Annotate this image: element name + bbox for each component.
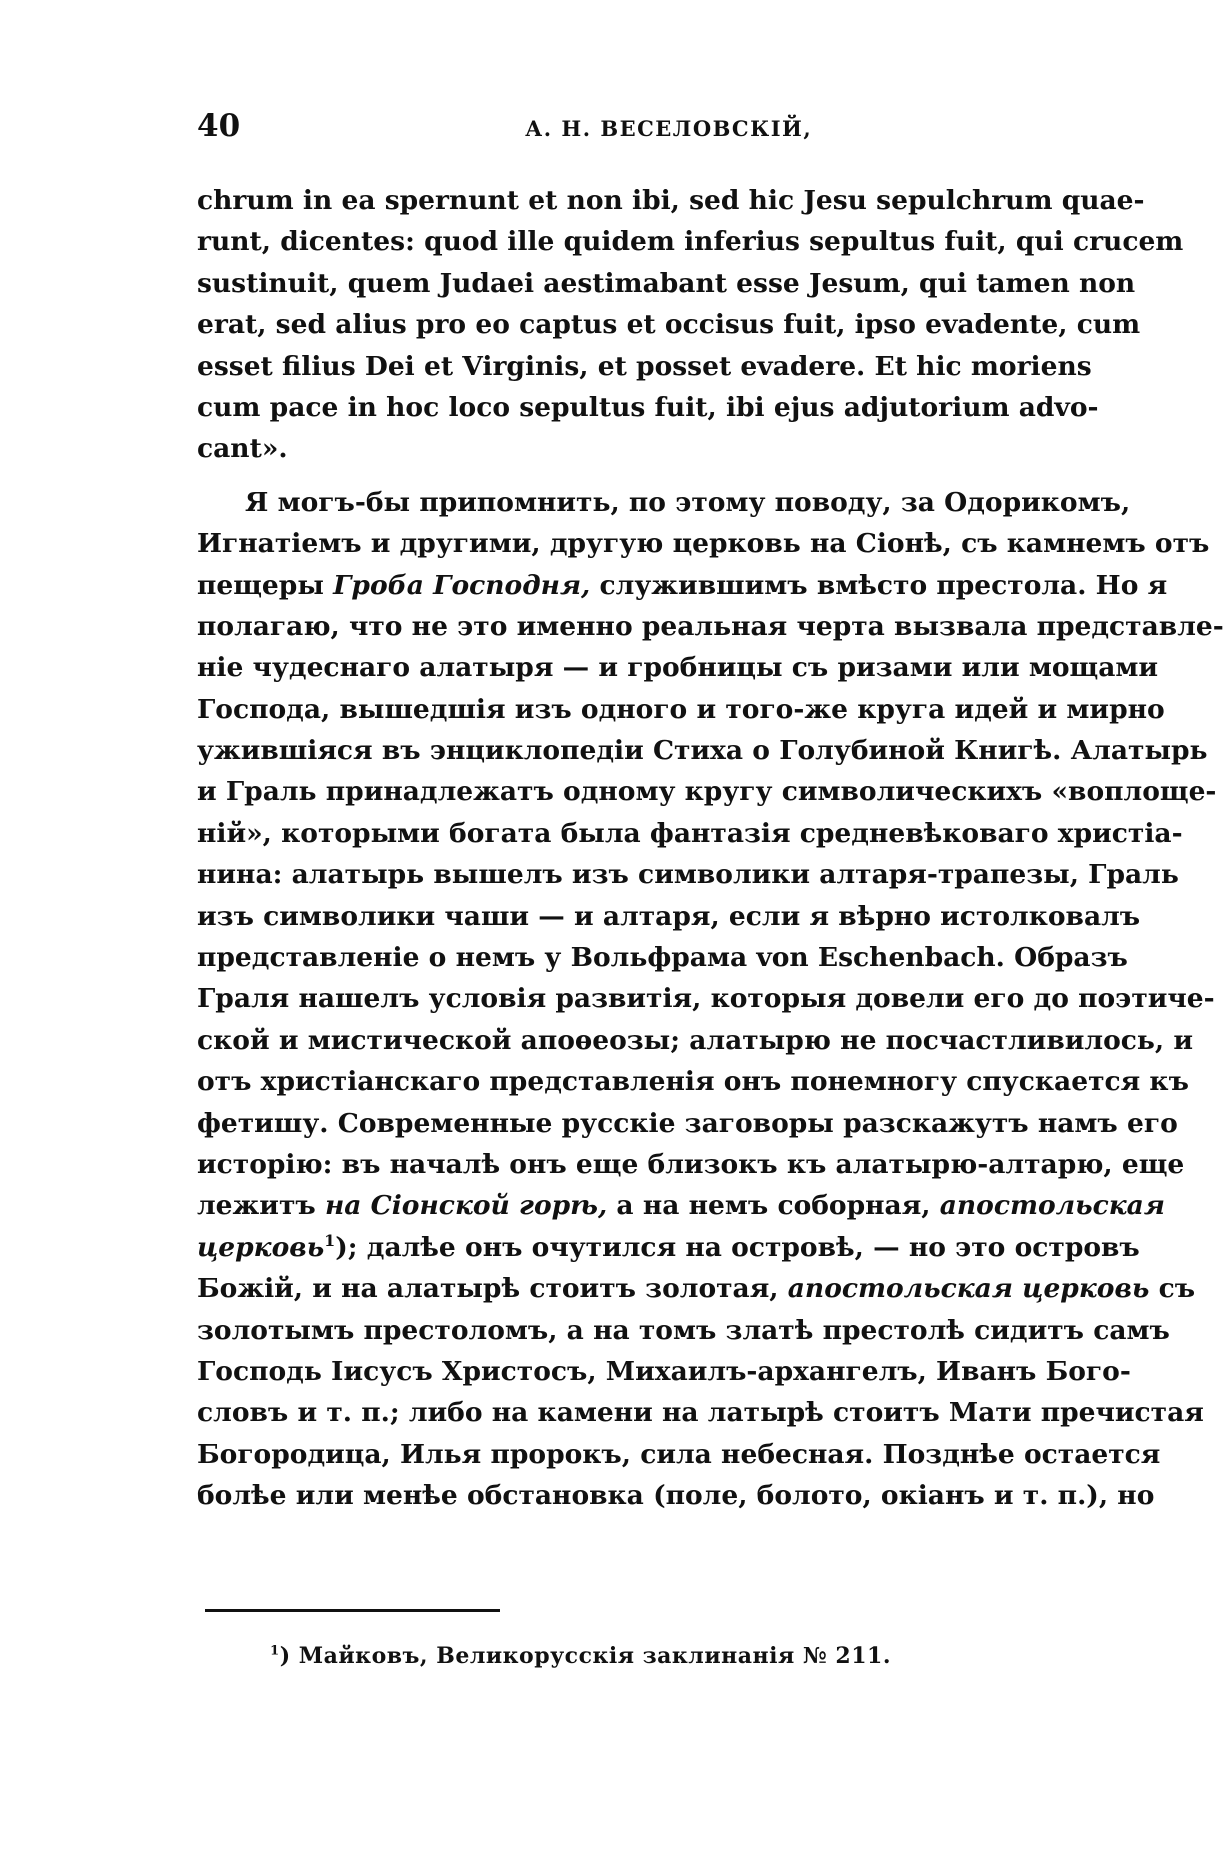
text-line: Богородица, Илья пророкъ, сила небесная. Позднѣе остается [197,1438,1161,1470]
text-line: chrum in ea spernunt et non ibi, sed hic Jesu sepulchrum quae- [197,185,1145,216]
text-segment: Божій, и на алатырѣ стоитъ золотая, [197,1273,788,1305]
page-number: 40 [197,108,241,144]
latin-quotation-paragraph [197,180,1184,470]
text-line: Я могъ-бы припомнить, по этому поводу, за Одорикомъ, [245,486,1131,518]
text-line: Граля нашелъ условія развитія, которыя довели его до поэтиче- [197,983,1215,1015]
text-segment: съ [1149,1273,1196,1305]
text-segment: ); далѣе онъ очутился на островѣ, — но это островъ [335,1231,1140,1263]
footnote-text: ) Майковъ, Великорусскія заклинанія № 211. [279,1643,892,1669]
text-line: erat, sed alius pro eo captus et occisus fuit, ipso evadente, cum [197,309,1141,341]
text-line: полагаю, что не это именно реальная черта вызвала представле- [197,610,1224,642]
text-line: золотымъ престоломъ, а на томъ златѣ престолѣ сидитъ самъ [197,1314,1170,1346]
italic-segment: Гроба Господня, [333,569,591,601]
footnote-divider [205,1609,500,1612]
text-line: Игнатіемъ и другими, другую церковь на Сіонѣ, съ камнемъ отъ [197,528,1210,560]
text-line: Господа, вышедшія изъ одного и того-же круга идей и мирно [197,693,1165,725]
italic-segment: на Сіонской горѣ, [324,1190,608,1222]
text-line: ужившіяся въ энциклопедіи Стиха о Голубиной Книгѣ. Алатырь [197,735,1208,767]
text-line: ской и мистической апоѳеозы; алатырю не посчастливилось, и [197,1024,1193,1056]
running-head [197,108,957,148]
text-line [197,1185,1165,1226]
text-segment: а на немъ соборная, [607,1190,940,1222]
text-line: cum pace in hoc loco sepultus fuit, ibi ejus adjutorium advo- [197,391,1099,423]
text-segment: служившимъ вмѣсто престола. Но я [590,569,1168,601]
text-line: runt, dicentes: quod ille quidem inferius sepultus fuit, qui crucem [197,226,1184,258]
text-line [197,1227,1140,1268]
text-line: и Граль принадлежатъ одному кругу символическихъ «воплоще- [197,776,1217,808]
text-line [197,565,1168,606]
text-line [197,1268,1196,1309]
text-segment: лежитъ [197,1190,325,1222]
text-line: фетишу. Современные русскіе заговоры разскажутъ намъ его [197,1107,1178,1139]
footnote [270,1643,891,1669]
italic-segment: апостольская церковь [787,1273,1150,1305]
body-text [197,180,1224,1517]
text-line: ніе чудеснаго алатыря — и гробницы съ ризами или мощами [197,652,1159,684]
text-line: нина: алатырь вышелъ изъ символики алтаря-трапезы, Граль [197,859,1179,891]
italic-segment: церковь [197,1231,325,1263]
text-line: отъ христіанскаго представленія онъ понемногу спускается къ [197,1066,1189,1098]
text-line: болѣе или менѣе обстановка (поле, болото, окіанъ и т. п.), но [197,1480,1155,1512]
text-line: sustinuit, quem Judaei aestimabant esse Jesum, qui tamen non [197,267,1136,299]
text-line: словъ и т. п.; либо на камени на латырѣ стоитъ Мати пречистая [197,1397,1204,1429]
text-line: представленіе о немъ у Вольфрама von Eschenbach. Образъ [197,942,1128,974]
italic-segment: апостольская [939,1190,1165,1222]
text-line: ній», которыми богата была фантазія средневѣковаго христіа- [197,817,1183,849]
text-line: изъ символики чаши — и алтаря, если я вѣрно истолковалъ [197,900,1141,932]
footnote-reference[interactable]: 1 [324,1230,336,1250]
text-line: esset filius Dei et Virginis, et posset evadere. Et hic moriens [197,350,1092,382]
text-line: cant». [197,433,288,465]
running-title: А. Н. ВЕСЕЛОВСКІЙ, [525,116,813,141]
text-line: исторію: въ началѣ онъ еще близокъ къ алатырю-алтарю, еще [197,1148,1185,1180]
text-segment: пещеры [197,569,334,601]
russian-paragraph [197,482,1224,1517]
text-line: Господь Іисусъ Христосъ, Михаилъ-архангелъ, Иванъ Бого- [197,1355,1131,1387]
footnote-marker: 1 [270,1643,280,1659]
